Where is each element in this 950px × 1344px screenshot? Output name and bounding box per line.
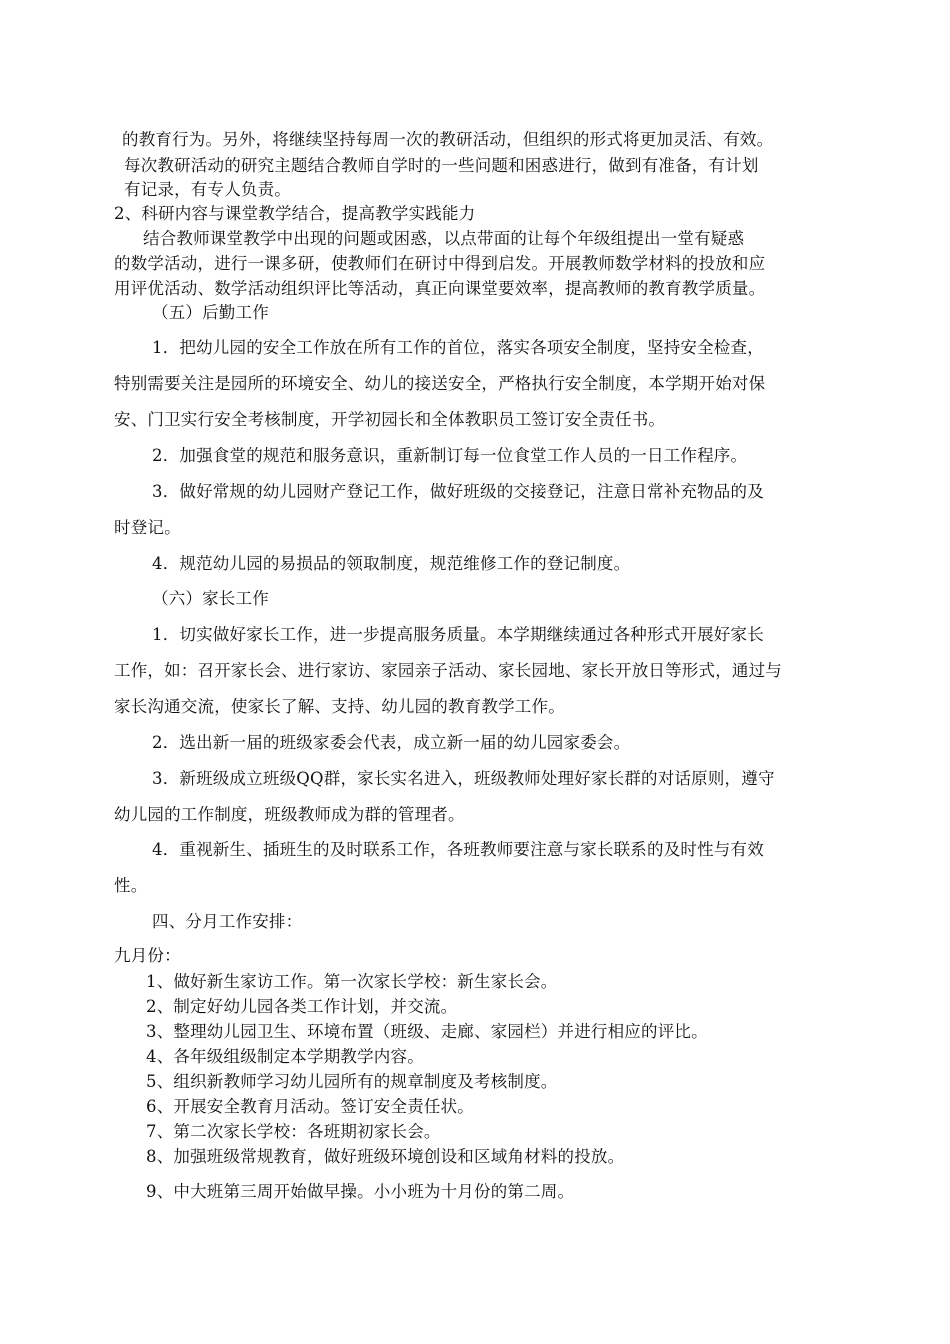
list-item: 6、开展安全教育月活动。签订安全责任状。: [146, 1097, 474, 1116]
paragraph-line: 的教育行为。另外，将继续坚持每周一次的教研活动，但组织的形式将更加灵活、有效。: [122, 130, 774, 149]
paragraph-line: 家长沟通交流，使家长了解、支持、幼儿园的教育教学工作。: [114, 697, 565, 716]
paragraph-line: 4．重视新生、插班生的及时联系工作，各班教师要注意与家长联系的及时性与有效: [152, 840, 764, 859]
paragraph-line: 性。: [114, 876, 148, 895]
list-item: 9、中大班第三周开始做早操。小小班为十月份的第二周。: [146, 1182, 575, 1201]
section-heading: 2、科研内容与课堂教学结合，提高教学实践能力: [114, 204, 476, 223]
paragraph-line: 3．做好常规的幼儿园财产登记工作，做好班级的交接登记，注意日常补充物品的及: [152, 482, 764, 501]
list-item: 8、加强班级常规教育，做好班级环境创设和区域角材料的投放。: [146, 1147, 625, 1166]
paragraph-line: 有记录，有专人负责。: [124, 180, 291, 199]
paragraph-line: 的数学活动，进行一课多研，使教师们在研讨中得到启发。开展教师数学材料的投放和应: [114, 254, 766, 273]
list-item: 3、整理幼儿园卫生、环境布置（班级、走廊、家园栏）并进行相应的评比。: [146, 1022, 708, 1041]
paragraph-line: 特别需要关注是园所的环境安全、幼儿的接送安全，严格执行安全制度，本学期开始对保: [114, 374, 766, 393]
paragraph-line: 时登记。: [114, 518, 181, 537]
paragraph-line: 每次教研活动的研究主题结合教师自学时的一些问题和困惑进行，做到有准备，有计划: [124, 156, 759, 175]
list-item: 5、组织新教师学习幼儿园所有的规章制度及考核制度。: [146, 1072, 558, 1091]
paragraph-line: 3．新班级成立班级QQ群，家长实名进入，班级教师处理好家长群的对话原则，遵守: [152, 769, 775, 788]
paragraph-line: 2．选出新一届的班级家委会代表，成立新一届的幼儿园家委会。: [152, 733, 631, 752]
list-item: 4、各年级组级制定本学期教学内容。: [146, 1047, 424, 1066]
list-item: 2、制定好幼儿园各类工作计划，并交流。: [146, 997, 458, 1016]
paragraph-line: 2．加强食堂的规范和服务意识，重新制订每一位食堂工作人员的一日工作程序。: [152, 446, 748, 465]
paragraph-line: 结合教师课堂教学中出现的问题或困惑，以点带面的让每个年级组提出一堂有疑惑: [143, 229, 745, 248]
paragraph-line: 4．规范幼儿园的易损品的领取制度，规范维修工作的登记制度。: [152, 554, 631, 573]
section-heading: （六）家长工作: [152, 589, 269, 608]
paragraph-line: 用评优活动、数学活动组织评比等活动，真正向课堂要效率，提高教师的教育教学质量。: [114, 279, 766, 298]
paragraph-line: 1．把幼儿园的安全工作放在所有工作的首位，落实各项安全制度，坚持安全检查，: [152, 338, 764, 357]
list-item: 7、第二次家长学校：各班期初家长会。: [146, 1122, 441, 1141]
paragraph-line: 安、门卫实行安全考核制度，开学初园长和全体教职员工签订安全责任书。: [114, 410, 666, 429]
list-item: 1、做好新生家访工作。第一次家长学校：新生家长会。: [146, 972, 558, 991]
paragraph-line: 工作，如：召开家长会、进行家访、家园亲子活动、家长园地、家长开放日等形式，通过与: [114, 661, 782, 680]
section-heading: （五）后勤工作: [152, 303, 269, 322]
section-heading: 四、分月工作安排：: [152, 912, 303, 931]
paragraph-line: 幼儿园的工作制度，班级教师成为群的管理者。: [114, 805, 465, 824]
month-heading: 九月份：: [114, 946, 181, 965]
paragraph-line: 1．切实做好家长工作，进一步提高服务质量。本学期继续通过各种形式开展好家长: [152, 625, 764, 644]
